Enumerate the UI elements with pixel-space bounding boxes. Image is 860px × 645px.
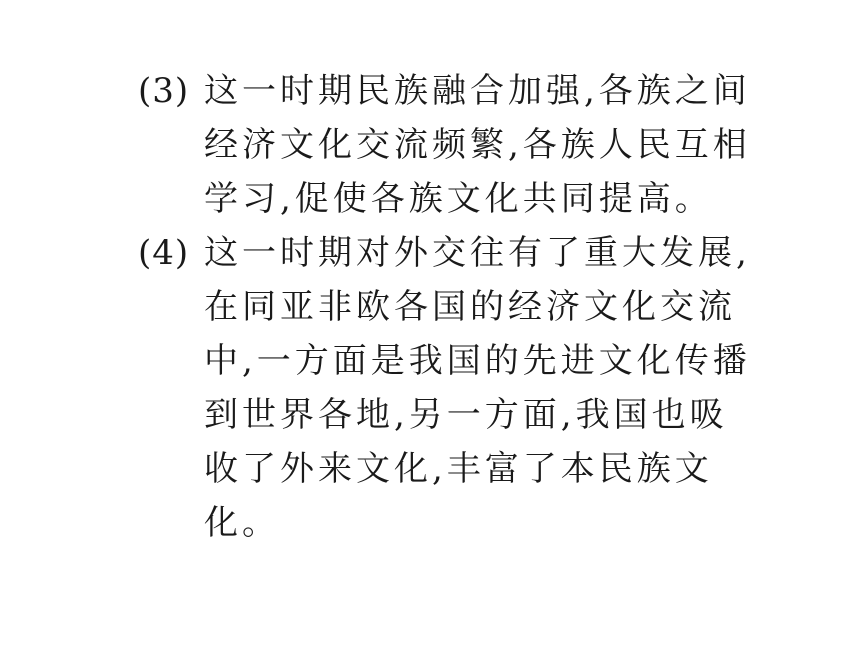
item-number: (4)	[138, 233, 190, 273]
text-line: 这一时期对外交往有了重大发展,	[204, 233, 751, 273]
list-item-4	[138, 226, 751, 550]
item-number: (3)	[138, 71, 190, 111]
list-item-3	[138, 64, 751, 226]
text-line: 中,一方面是我国的先进文化传播	[204, 341, 751, 381]
text-line: 学习,促使各族文化共同提高。	[204, 179, 713, 219]
text-line: 这一时期民族融合加强,各族之间	[204, 71, 751, 111]
text-line: 经济文化交流频繁,各族人民互相	[204, 125, 751, 165]
item-text	[204, 226, 751, 550]
text-line: 收了外来文化,丰富了本民族文	[204, 449, 713, 489]
text-line: 在同亚非欧各国的经济文化交流	[204, 287, 736, 327]
text-line: 化。	[204, 503, 280, 543]
item-text	[204, 64, 751, 226]
text-line: 到世界各地,另一方面,我国也吸	[204, 395, 728, 435]
